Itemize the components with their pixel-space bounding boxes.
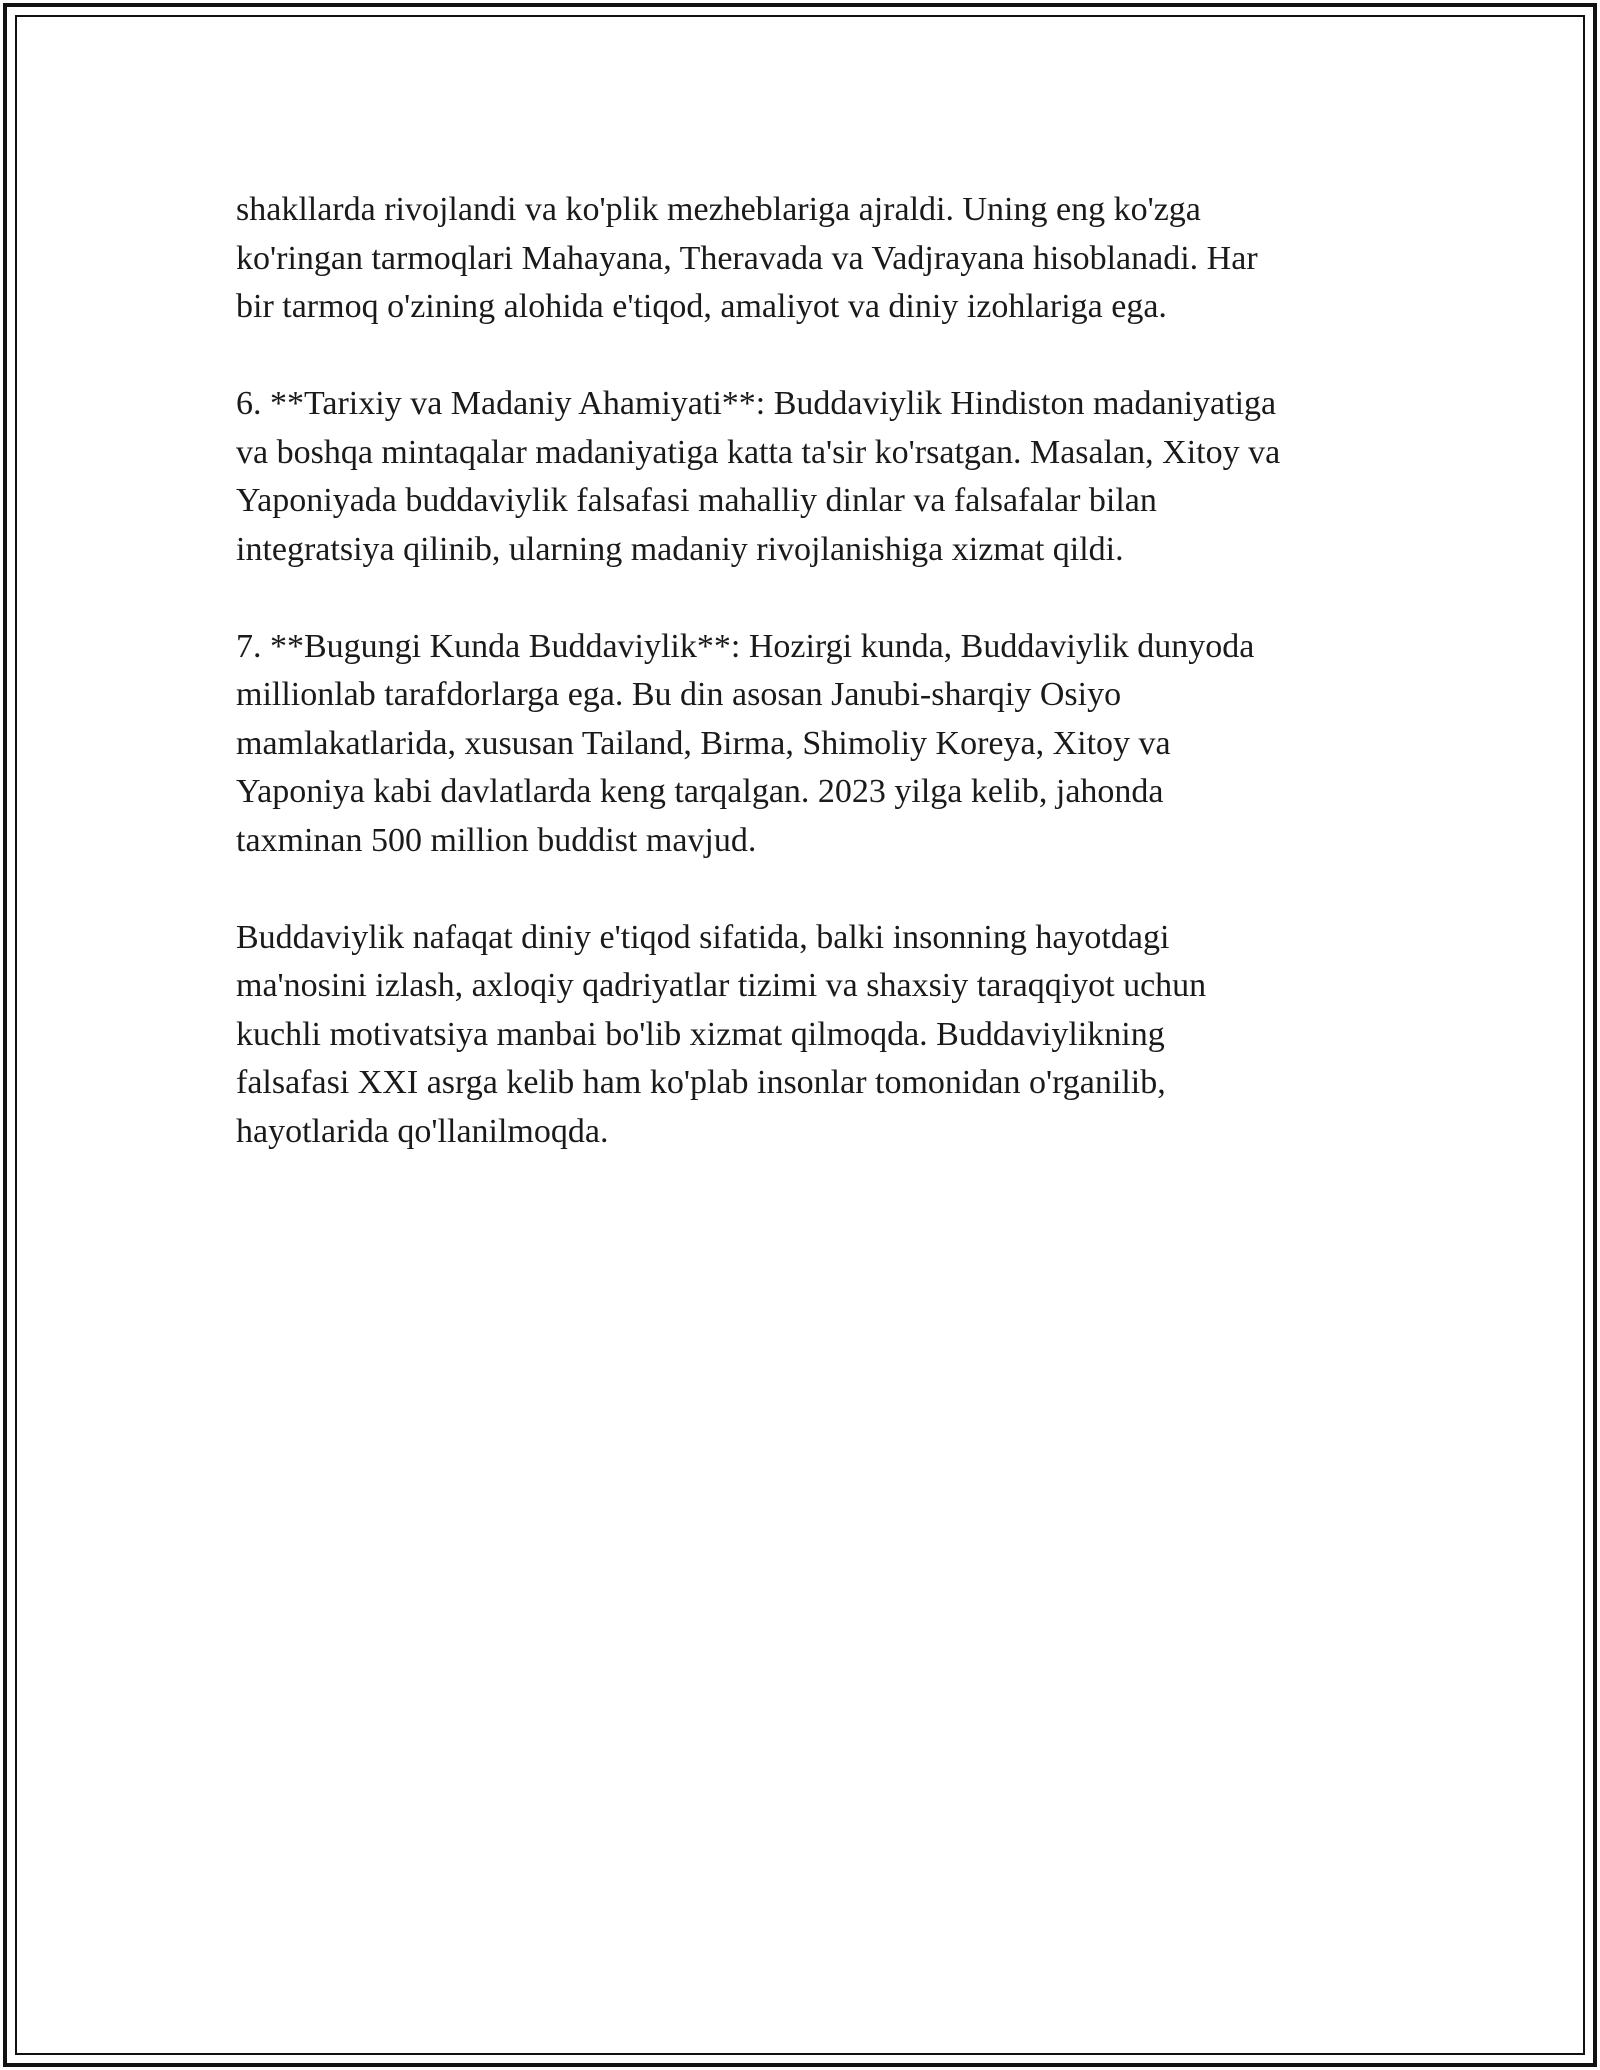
paragraph-conclusion — [236, 914, 1376, 1157]
text-line: va boshqa mintaqalar madaniyatiga katta ta'sir ko'rsatgan. Masalan, Xitoy va — [236, 433, 1281, 471]
paragraph-branches — [236, 186, 1376, 332]
text-line: falsafasi XXI asrga kelib ham ko'plab insonlar tomonidan o'rganilib, — [236, 1064, 1166, 1101]
text-line: ko'ringan tarmoqlari Mahayana, Theravada va Vadjrayana hisoblanadi. Har — [236, 239, 1258, 277]
document-body — [236, 186, 1376, 1205]
text-line: 6. **Tarixiy va Madaniy Ahamiyati**: Buddaviylik Hindiston madaniyatiga — [236, 385, 1277, 422]
text-line: taxminan 500 million buddist mavjud. — [236, 821, 757, 859]
text-line: integratsiya qilinib, ularning madaniy rivojlanishiga xizmat qildi. — [236, 530, 1124, 568]
text-line: millionlab tarafdorlarga ega. Bu din asosan Janubi-sharqiy Osiyo — [236, 676, 1122, 713]
text-line: ma'nosini izlash, axloqiy qadriyatlar tizimi va shaxsiy taraqqiyot uchun — [236, 967, 1207, 1004]
text-line: 7. **Bugungi Kunda Buddaviylik**: Hozirgi kunda, Buddaviylik dunyoda — [236, 627, 1255, 665]
paragraph-historical-significance — [236, 380, 1376, 574]
text-line: Yaponiyada buddaviylik falsafasi mahalliy dinlar va falsafalar bilan — [236, 482, 1157, 519]
text-line: hayotlarida qo'llanilmoqda. — [236, 1112, 609, 1150]
text-line: Buddaviylik nafaqat diniy e'tiqod sifatida, balki insonning hayotdagi — [236, 918, 1170, 956]
text-line: kuchli motivatsiya manbai bo'lib xizmat qilmoqda. Buddaviylikning — [236, 1015, 1165, 1053]
text-line: mamlakatlarida, xususan Tailand, Birma, Shimoliy Koreya, Xitoy va — [236, 724, 1171, 762]
paragraph-buddhism-today — [236, 623, 1376, 866]
text-line: Yaponiya kabi davlatlarda keng tarqalgan. 2023 yilga kelib, jahonda — [236, 773, 1164, 810]
text-line: shakllarda rivojlandi va ko'plik mezheblariga ajraldi. Uning eng ko'zga — [236, 191, 1201, 228]
text-line: bir tarmoq o'zining alohida e'tiqod, amaliyot va diniy izohlariga ega. — [236, 288, 1167, 325]
